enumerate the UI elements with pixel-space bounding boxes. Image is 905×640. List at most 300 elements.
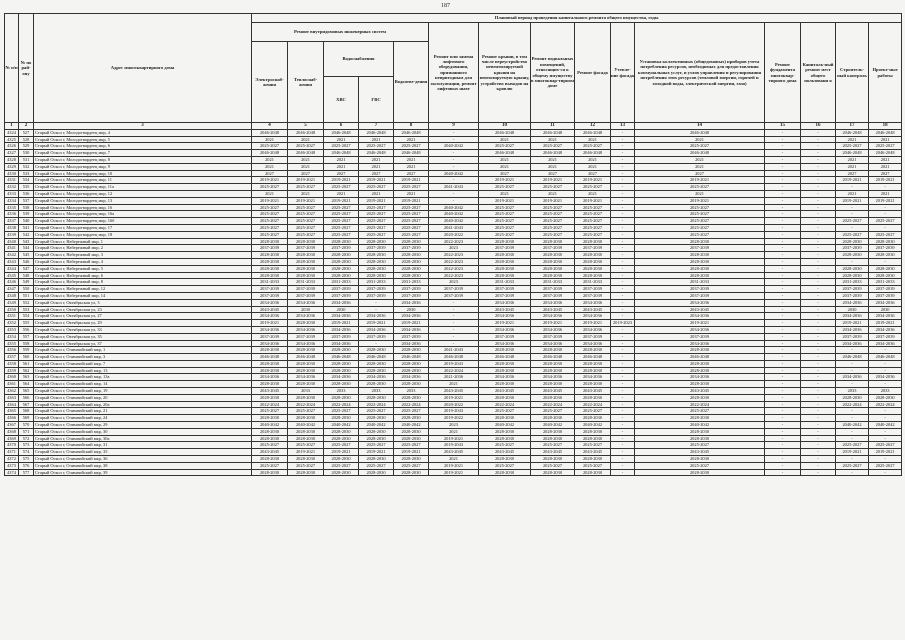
column-number: 9 [429, 123, 479, 130]
table-cell: 2028-2030 [252, 238, 288, 245]
table-cell: 2028-2030 [394, 469, 429, 476]
table-cell: 2028-2030 [288, 347, 324, 354]
table-cell: 2046-2048 [288, 129, 324, 136]
table-cell: 2037-2039 [531, 245, 575, 252]
header-district-num: № по рай-ону [19, 14, 34, 123]
table-cell: 2028-2030 [479, 428, 531, 435]
table-cell: 2028-2030 [252, 428, 288, 435]
table-cell: 2025-2027 [288, 143, 324, 150]
table-cell: - [765, 190, 801, 197]
table-row [5, 449, 902, 456]
table-cell: 2043-2045 [531, 449, 575, 456]
table-cell: - [611, 422, 635, 429]
table-cell: 2021 [394, 163, 429, 170]
table-cell: 2025-2027 [394, 204, 429, 211]
table-cell: 2046-2048 [531, 150, 575, 157]
table-cell: 2019-2043 [429, 360, 479, 367]
table-cell: - [765, 184, 801, 191]
table-cell: 2025-2027 [394, 224, 429, 231]
table-cell: 4340 [5, 238, 19, 245]
address-cell: Старый Оскол г, Октябрьская ул, 3 [34, 299, 252, 306]
table-cell: 2019-2021 [324, 177, 359, 184]
table-cell: - [765, 354, 801, 361]
table-cell: 2046-2048 [324, 150, 359, 157]
table-row [5, 394, 902, 401]
table-cell: - [611, 313, 635, 320]
table-cell: 2019-2021 [836, 197, 869, 204]
table-cell: - [429, 313, 479, 320]
address-cell: Старый Оскол г, Октябрьская ул, 33 [34, 326, 252, 333]
table-cell: 2040-2042 [836, 422, 869, 429]
table-cell: 2027 [359, 170, 394, 177]
table-cell: 2046-2048 [531, 129, 575, 136]
header-meters: Установка коллективных (общедомовых) приборов учета потребления ресурсов, необходимых для предоставления коммунальных услуг, и узлов управления и регулирования потребления этих ресурсов (тепловой энергии, горячей и холодной воды, электрической энергии, газа) [635, 23, 765, 123]
table-cell: 4359 [5, 367, 19, 374]
table-cell: - [611, 462, 635, 469]
table-cell: 2046-2048 [635, 150, 765, 157]
table-cell: 2028-2030 [635, 367, 765, 374]
address-cell: Старый Оскол г, Октябрьская ул, 23 [34, 306, 252, 313]
table-cell: 2025-2027 [479, 231, 531, 238]
table-cell: 2046-2048 [479, 129, 531, 136]
table-cell: 4367 [5, 422, 19, 429]
table-cell: 2025-2027 [575, 143, 611, 150]
table-cell: 4352 [5, 320, 19, 327]
table-cell: 2030 [288, 306, 324, 313]
table-cell: 566 [19, 394, 34, 401]
table-cell: 2025-2027 [324, 442, 359, 449]
table-cell: - [765, 408, 801, 415]
table-cell: 2028-2030 [288, 238, 324, 245]
table-row [5, 197, 902, 204]
table-cell: 2046-2048 [252, 150, 288, 157]
table-cell: 4347 [5, 286, 19, 293]
table-cell: 2019-2021 [288, 197, 324, 204]
table-row [5, 422, 902, 429]
table-cell: 2028-2030 [324, 238, 359, 245]
table-cell: 2034-2036 [359, 374, 394, 381]
table-cell: - [611, 415, 635, 422]
table-cell: 2037-2039 [575, 286, 611, 293]
table-cell: 2021 [531, 190, 575, 197]
table-cell: 2025-2027 [836, 442, 869, 449]
table-cell: 2021 [575, 156, 611, 163]
table-row [5, 367, 902, 374]
table-cell: - [611, 170, 635, 177]
table-cell: - [765, 231, 801, 238]
table-cell: 2028-2030 [869, 272, 902, 279]
table-cell: 2028-2030 [324, 272, 359, 279]
table-cell: 2034-2036 [836, 340, 869, 347]
table-cell: 2025-2027 [575, 231, 611, 238]
table-cell: 2028-2030 [288, 265, 324, 272]
table-cell: - [836, 367, 869, 374]
table-cell: 2037-2039 [531, 292, 575, 299]
address-cell: Старый Оскол г, Олимпийский мкр, 21 [34, 408, 252, 415]
table-cell: - [765, 224, 801, 231]
table-cell: 2025-2027 [288, 218, 324, 225]
table-cell: 2028-2030 [479, 381, 531, 388]
table-cell: 2019-2021 [288, 449, 324, 456]
table-cell: 2028-2030 [531, 360, 575, 367]
table-cell: 2025-2027 [394, 408, 429, 415]
table-cell: - [869, 381, 902, 388]
table-cell: 2028-2030 [479, 272, 531, 279]
table-cell: 2021 [288, 156, 324, 163]
table-cell: 2019-2021 [324, 197, 359, 204]
table-cell: 2019-2021 [479, 197, 531, 204]
table-cell: 4330 [5, 170, 19, 177]
table-cell: - [765, 381, 801, 388]
table-cell: 2037-2039 [288, 292, 324, 299]
table-row [5, 156, 902, 163]
table-cell: 2019-2021 [531, 177, 575, 184]
table-cell: 2028-2030 [288, 320, 324, 327]
table-cell: - [611, 258, 635, 265]
table-cell: - [611, 272, 635, 279]
table-cell: - [836, 204, 869, 211]
table-cell: 2028-2030 [359, 360, 394, 367]
table-cell: 2034-2036 [575, 313, 611, 320]
table-cell: - [611, 224, 635, 231]
table-cell: - [765, 272, 801, 279]
table-cell: 2034-2036 [479, 299, 531, 306]
table-cell: 2033 [869, 388, 902, 395]
table-cell: 2028-2030 [635, 435, 765, 442]
table-cell: 2025-2027 [324, 218, 359, 225]
table-cell: - [836, 428, 869, 435]
table-cell: - [801, 143, 836, 150]
table-cell: - [611, 129, 635, 136]
table-cell: - [801, 333, 836, 340]
table-cell: 2034-2036 [869, 326, 902, 333]
table-cell: 4374 [5, 469, 19, 476]
table-row [5, 218, 902, 225]
table-row [5, 190, 902, 197]
table-cell: 2025-2027 [324, 184, 359, 191]
table-cell: 2037-2039 [394, 245, 429, 252]
table-cell: 2034-2036 [836, 313, 869, 320]
table-cell: 2034-2036 [531, 340, 575, 347]
address-cell: Старый Оскол г, Молодогвардеец мкр, 11 [34, 177, 252, 184]
header-capital: Капиталь-ный ремонт мест общего пользовани я [801, 23, 836, 123]
table-cell: 2019-2021 [394, 177, 429, 184]
table-cell: 2022-2023 [429, 265, 479, 272]
table-cell: 2028-2030 [836, 272, 869, 279]
table-cell: 2025-2027 [479, 442, 531, 449]
table-cell: - [869, 367, 902, 374]
table-cell: 2037-2039 [836, 245, 869, 252]
table-cell: 2021 [429, 456, 479, 463]
table-cell: 2028-2030 [479, 265, 531, 272]
table-cell: 2025-2027 [575, 218, 611, 225]
table-cell: 2019-2021 [252, 320, 288, 327]
table-cell: 4373 [5, 462, 19, 469]
header-num: № п/п [5, 14, 19, 123]
table-cell: 2028-2030 [324, 469, 359, 476]
table-cell: - [801, 204, 836, 211]
table-cell: 2040-2042 [429, 211, 479, 218]
table-cell: - [801, 374, 836, 381]
table-cell: - [801, 320, 836, 327]
table-cell: 2030 [394, 306, 429, 313]
table-cell: 2027 [531, 170, 575, 177]
table-cell: 2025-2027 [531, 204, 575, 211]
table-cell: 2040-2042 [531, 422, 575, 429]
table-cell: - [765, 245, 801, 252]
table-cell: 2021 [575, 136, 611, 143]
table-row [5, 211, 902, 218]
address-cell: Старый Оскол г, Молодогвардеец мкр, 4 [34, 129, 252, 136]
table-cell: 2021 [288, 190, 324, 197]
table-cell: 2025-2027 [359, 231, 394, 238]
table-cell: 2025-2027 [635, 408, 765, 415]
table-cell: 2028-2030 [324, 265, 359, 272]
table-cell: 2022-2024 [635, 401, 765, 408]
table-cell: 2034-2036 [394, 374, 429, 381]
table-cell: 2021 [479, 156, 531, 163]
table-cell: 2043-2045 [479, 306, 531, 313]
table-cell: 2037-2039 [288, 245, 324, 252]
table-cell: 2025-2027 [359, 462, 394, 469]
table-cell: 2021 [836, 190, 869, 197]
table-cell: 2028-2030 [869, 252, 902, 259]
table-cell: - [611, 231, 635, 238]
table-cell: 2021 [635, 190, 765, 197]
table-cell: 2025-2027 [836, 143, 869, 150]
table-cell: 2028-2030 [394, 265, 429, 272]
table-cell: - [611, 428, 635, 435]
table-cell: 2025-2027 [531, 231, 575, 238]
table-cell: 2040-2042 [288, 422, 324, 429]
table-cell: - [611, 190, 635, 197]
table-cell: 2046-2048 [394, 354, 429, 361]
table-cell: 4327 [5, 150, 19, 157]
table-row [5, 143, 902, 150]
table-cell: 2028-2030 [324, 367, 359, 374]
table-cell: - [429, 190, 479, 197]
table-cell: 561 [19, 360, 34, 367]
header-gvs: ГВС [359, 77, 394, 123]
table-cell: 4336 [5, 211, 19, 218]
table-cell: 2021 [531, 156, 575, 163]
table-cell: - [801, 129, 836, 136]
table-cell: - [429, 163, 479, 170]
column-number: 11 [531, 123, 575, 130]
table-cell: 2025-2027 [359, 224, 394, 231]
table-cell: 2028-2030 [252, 347, 288, 354]
table-cell: 2019-2021 [252, 177, 288, 184]
table-cell: 2034-2036 [359, 313, 394, 320]
table-cell: 2031-2033 [635, 279, 765, 286]
table-cell: 2021 [359, 136, 394, 143]
table-cell: 2046-2048 [252, 354, 288, 361]
table-cell: 572 [19, 435, 34, 442]
table-cell: 2037-2039 [531, 286, 575, 293]
table-cell: - [611, 347, 635, 354]
table-cell: - [429, 340, 479, 347]
address-cell: Старый Оскол г, Олимпийский мкр, 30а [34, 435, 252, 442]
table-cell: 4364 [5, 401, 19, 408]
table-cell: 555 [19, 320, 34, 327]
table-cell: - [801, 469, 836, 476]
table-cell: 2025-2027 [575, 184, 611, 191]
table-cell: 2019-2021 [359, 320, 394, 327]
table-cell: 545 [19, 252, 34, 259]
table-cell: 2021 [635, 136, 765, 143]
table-cell: 2028-2030 [635, 428, 765, 435]
table-cell: 534 [19, 177, 34, 184]
table-cell: 2021 [252, 156, 288, 163]
table-cell: - [801, 252, 836, 259]
header-basement: Ремонт подвальных помещений, относящих-ся к общему имуществу в многоквар-тирном доме [531, 23, 575, 123]
table-cell: 2040-2042 [575, 422, 611, 429]
address-cell: Старый Оскол г, Набережный мкр, 2 [34, 245, 252, 252]
table-cell: 2028-2030 [288, 469, 324, 476]
table-cell: 556 [19, 326, 34, 333]
table-cell: 2028-2030 [575, 252, 611, 259]
table-cell: - [765, 340, 801, 347]
table-cell: 4362 [5, 388, 19, 395]
table-cell: 2021 [288, 136, 324, 143]
table-cell: 544 [19, 245, 34, 252]
table-cell: 2025-2027 [836, 231, 869, 238]
table-cell: 2028-2030 [479, 415, 531, 422]
table-cell: - [765, 469, 801, 476]
table-cell: 539 [19, 211, 34, 218]
table-cell: 2021 [531, 136, 575, 143]
table-cell: 2028-2030 [635, 469, 765, 476]
table-cell: 2043-2045 [429, 449, 479, 456]
table-cell: 2027 [252, 170, 288, 177]
table-cell: - [801, 190, 836, 197]
address-cell: Старый Оскол г, Молодогвардеец мкр, 5 [34, 136, 252, 143]
page-number: 187 [441, 3, 450, 9]
table-row [5, 381, 902, 388]
table-cell: 2037-2039 [635, 245, 765, 252]
table-cell: 2028-2030 [324, 435, 359, 442]
table-cell: 2028-2030 [394, 252, 429, 259]
table-cell: 2025-2027 [394, 231, 429, 238]
table-cell: - [765, 292, 801, 299]
table-cell: 540 [19, 218, 34, 225]
table-cell: - [429, 197, 479, 204]
column-number: 5 [288, 123, 324, 130]
table-cell: 2037-2039 [836, 333, 869, 340]
table-cell: 2028-2030 [394, 415, 429, 422]
table-cell: 2034-2036 [324, 313, 359, 320]
table-row [5, 428, 902, 435]
table-cell: 2028-2030 [288, 394, 324, 401]
address-cell: Старый Оскол г, Набережный мкр, 3 [34, 252, 252, 259]
table-cell: 571 [19, 428, 34, 435]
table-cell: - [765, 211, 801, 218]
address-cell: Старый Оскол г, Молодогвардеец мкр, 9 [34, 163, 252, 170]
table-cell: 2025-2027 [575, 224, 611, 231]
table-cell: 2034-2036 [288, 299, 324, 306]
table-cell: - [801, 258, 836, 265]
table-cell: 2046-2048 [836, 150, 869, 157]
table-cell: 2028-2030 [394, 435, 429, 442]
table-cell: 2025-2027 [394, 462, 429, 469]
table-cell: 2028-2030 [531, 381, 575, 388]
table-cell: 2025-2027 [479, 184, 531, 191]
table-cell: - [611, 456, 635, 463]
table-cell: 2034-2036 [252, 326, 288, 333]
table-cell: 4349 [5, 299, 19, 306]
table-cell: 554 [19, 313, 34, 320]
table-cell: 2019-2021 [359, 197, 394, 204]
table-cell: 2037-2039 [288, 286, 324, 293]
table-cell: 2028-2030 [324, 360, 359, 367]
table-row [5, 347, 902, 354]
table-cell: 2025-2027 [575, 408, 611, 415]
address-cell: Старый Оскол г, Олимпийский мкр, 29 [34, 422, 252, 429]
column-number: 4 [252, 123, 288, 130]
address-cell: Старый Оскол г, Олимпийский мкр, 13 [34, 367, 252, 374]
column-number: 17 [836, 123, 869, 130]
table-cell: - [801, 156, 836, 163]
table-cell: 553 [19, 306, 34, 313]
table-cell: 4332 [5, 184, 19, 191]
table-cell: - [429, 156, 479, 163]
table-cell: 2034-2036 [394, 326, 429, 333]
header-address: Адрес многоквартирного дома [34, 14, 252, 123]
address-cell: Старый Оскол г, Олимпийский мкр, 13а [34, 374, 252, 381]
table-cell: 2021 [359, 156, 394, 163]
table-cell: 2025-2027 [324, 462, 359, 469]
table-cell: - [801, 415, 836, 422]
column-number: 10 [479, 123, 531, 130]
table-cell: 2040-2042 [635, 422, 765, 429]
table-cell: 535 [19, 184, 34, 191]
table-cell: 2033 [324, 388, 359, 395]
table-cell: - [801, 150, 836, 157]
table-cell: 2025-2027 [288, 442, 324, 449]
table-cell: 2027 [479, 170, 531, 177]
table-cell: 2034-2036 [394, 299, 429, 306]
table-cell: - [611, 163, 635, 170]
table-cell: 2028-2030 [252, 415, 288, 422]
table-cell: 2031-2033 [359, 279, 394, 286]
table-cell: 2043-2045 [252, 449, 288, 456]
table-cell: 2040-2042 [869, 422, 902, 429]
table-cell: 2019-2021 [479, 320, 531, 327]
table-cell: 4351 [5, 313, 19, 320]
table-cell: - [611, 367, 635, 374]
table-cell: 2043-2045 [575, 449, 611, 456]
table-cell: 4346 [5, 279, 19, 286]
table-cell: - [801, 388, 836, 395]
table-cell: 2028-2030 [324, 428, 359, 435]
table-cell: 2028-2030 [359, 258, 394, 265]
table-cell: - [801, 279, 836, 286]
table-cell: 2025-2027 [252, 231, 288, 238]
table-cell: 2037-2039 [531, 333, 575, 340]
column-number: 15 [765, 123, 801, 130]
table-cell: 2028-2030 [394, 272, 429, 279]
table-cell: - [836, 415, 869, 422]
table-cell: 2025-2027 [869, 231, 902, 238]
table-cell: - [611, 299, 635, 306]
address-cell: Старый Оскол г, Олимпийский мкр, 24 [34, 415, 252, 422]
table-cell: - [801, 428, 836, 435]
table-cell: 2027 [836, 170, 869, 177]
table-cell: 2022-2024 [575, 401, 611, 408]
table-cell: 2046-2048 [252, 129, 288, 136]
table-cell: - [611, 381, 635, 388]
table-cell: - [429, 306, 479, 313]
